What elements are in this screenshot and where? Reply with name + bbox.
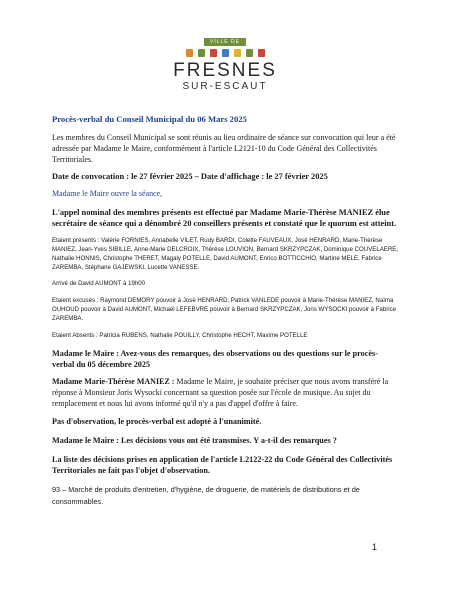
logo-icon: [186, 49, 193, 57]
agenda-item-93: 93 – Marché de produits d'entretien, d'hygiène, de droguerie, de matériels de distributions et de consommables.: [52, 485, 360, 506]
logo-icon: [246, 49, 253, 57]
excused-members: Etaient excusés : Raymond DEMORY pouvoir à José HENRARD, Patrick VANLEDE pouvoir à Marie-Thérèse MANIEZ, Naïma OUHOUD pouvoir à David AUMONT, Michaël LEFEBVRE pouvoir à Bernard SKRZYPCZAK, Joris WYSOCKI pouvoir à Fabrice ZAREMBA.: [52, 297, 397, 322]
roll-call-paragraph: L'appel nominal des membres présents est effectué par Madame Marie-Thérèse MANIEZ élue secrétaire de séance qui a dénombré 20 conseillers présents et constaté que le quorum est atteint.: [52, 208, 397, 228]
document-body: [52, 114, 398, 508]
logo-icon: [222, 49, 229, 57]
question-minutes: Madame le Maire : Avez-vous des remarques, des observations ou des questions sur le procès-verbal du 05 décembre 2025: [52, 349, 378, 369]
logo-title: FRESNES: [173, 60, 277, 81]
document-title: Procès-verbal du Conseil Municipal du 06 Mars 2025: [52, 114, 247, 124]
absent-members: Etaient Absents : Patricia RUBENS, Nathalie POUILLY, Christophe HECHT, Maxime POTELLE: [52, 332, 308, 339]
page-number: 1: [372, 542, 378, 552]
decisions-paragraph: La liste des décisions prises en application de l'article L2122-22 du Code Général des Collectivités Territoriales ne fait pas l'objet d'observation.: [52, 455, 393, 475]
present-members: Etaient présents : Valérie FORNIES, Annabelle VILET, Rudy BARDI, Colette FAUVEAUX, José HENRARD, Marie-Thérèse MANIEZ, Jean-Yves SIBILLE, Anne-Marie DELCROIX, Thérèse LOUVION, Bernard SKRZYPCZAK, Dominique COUVELAERE, Nathalie HONNIS, Christophe THERET, Magaly POTELLE, David AUMONT, Enrico BOTTICCHIO, Martine MELE, Fabrice ZAREMBA, Stéphane GAJEWSKI, Lucette VANESSE.: [52, 237, 399, 271]
reply-paragraph: [52, 376, 398, 409]
logo-icon: [198, 49, 205, 57]
reply-text: Madame le Maire, je souhaite préciser que nous avons transféré la réponse à Monsieur Joris Wysocki concernant sa question posée sur l'école de musique. Au sujet du remplacement et nous lui avons informé qu'il n'y a pas d'appel d'offre à faire.: [52, 377, 389, 408]
logo-icon: [258, 49, 265, 57]
logo-icons: [160, 49, 290, 59]
reply-speaker: Madame Marie-Thérèse MANIEZ :: [52, 377, 175, 386]
question-decisions: Madame le Maire : Les décisions vous ont été transmises. Y a-t-il des remarques ?: [52, 436, 337, 445]
dates-line: Date de convocation : le 27 février 2025 – Date d'affichage : le 27 février 2025: [52, 172, 328, 181]
opening-line: Madame le Maire ouvre la séance,: [52, 189, 163, 198]
adoption-line: Pas d'observation, le procès-verbal est adopté à l'unanimité.: [52, 417, 262, 426]
logo-icon: [210, 49, 217, 57]
arrival-note: Arrivé de David AUMONT à 19h00: [52, 280, 146, 287]
logo-subtitle: SUR-ESCAUT: [182, 81, 268, 92]
logo-icon: [234, 49, 241, 57]
logo-banner: VILLE DE: [204, 38, 246, 46]
intro-paragraph: Les membres du Conseil Municipal se sont réunis au lieu ordinaire de séance sur convocation qui leur a été adressée par Madame le Maire, conformément à l'article L2121-10 du Code Général des Collectivités Territoriales.: [52, 133, 396, 164]
town-logo: [160, 30, 290, 93]
